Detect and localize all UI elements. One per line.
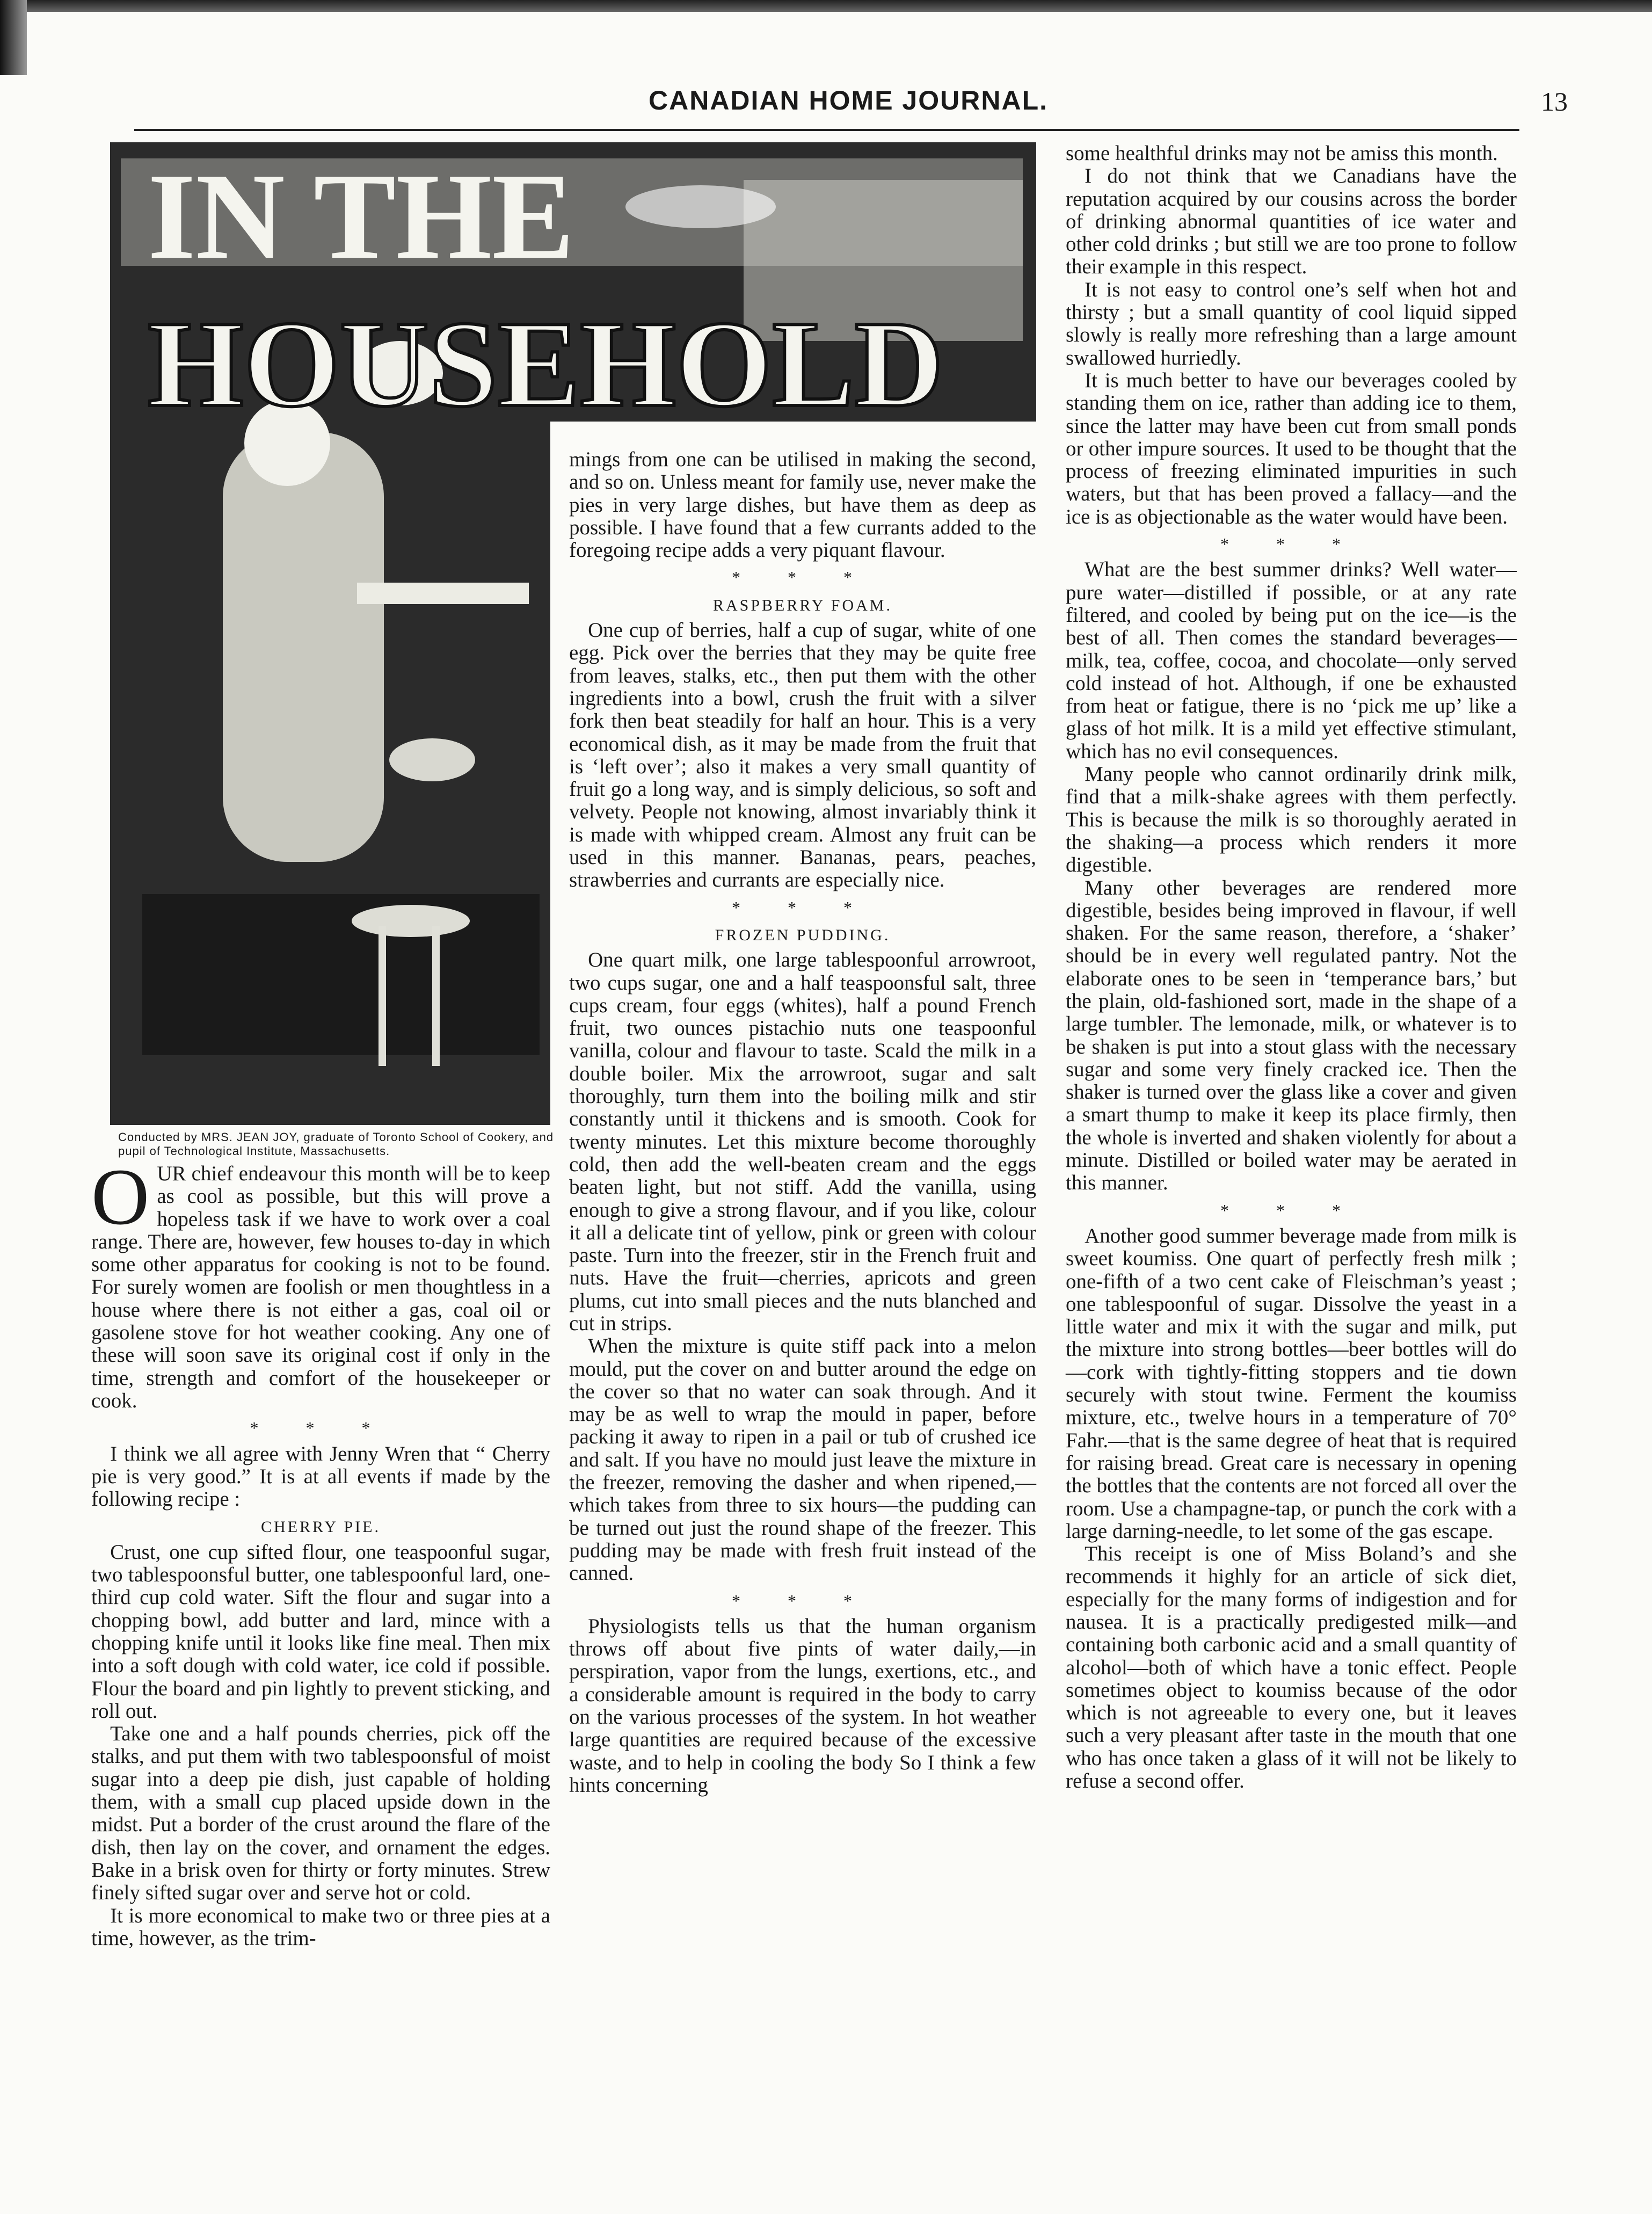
scan-top-edge <box>0 0 1652 12</box>
paragraph: Take one and a half pounds cherries, pick off the stalks, and put them with two tablespoonsful of moist sugar into a deep pie dish, just capable of holding them, with a small cup placed upside down in the midst. Put a border of the crust around the flare of the dish, then lay on the cover, and ornament the edges. Bake in a brisk oven for thirty or forty minutes. Strew finely sifted sugar over and serve hot or cold. <box>91 1722 550 1905</box>
paragraph: some healthful drinks may not be amiss this month. <box>1066 142 1498 165</box>
section-divider: * * * <box>732 1591 874 1610</box>
section-divider: * * * <box>250 1418 392 1438</box>
paragraph: Crust, one cup sifted flour, one teaspoonful sugar, two tablespoonsful butter, one tablespoonful lard, one-third cup cold water. Sift the flour and sugar into a chopping bowl, add butter and lard, mince with a chopping knife until it looks like fine meal. Then mix into a soft dough with cold water, ice cold if possible. Flour the board and pin lightly to prevent sticking, and roll out. <box>91 1540 550 1723</box>
paragraph: One cup of berries, half a cup of sugar, white of one egg. Pick over the berries that they may be quite free from leaves, stalks, etc., then put them with the other ingredients into a bowl, crush the fruit with a silver fork then beat steadily for half an hour. This is a very economical dish, as it may be made from the fruit that is ‘left over’; also it makes a very small quantity of fruit go a long way, and is simply delicious, so soft and velvety. People not knowing, almost invariably think it is made with whipped cream. Almost any fruit can be used in this manner. Bananas, pears, peaches, strawberries and currants are especially nice. <box>569 619 1036 892</box>
paragraph: One quart milk, one large tablespoonful arrowroot, two cups sugar, one and a half teaspoonsful salt, three cups cream, four eggs (whites), half a pound French fruit, two ounces pistachio nuts one teaspoonful vanilla, colour and flavour to taste. Scald the milk in a double boiler. Mix the arrowroot, sugar and salt thoroughly, turn them into the boiling milk and stir constantly until it thickens and is smooth. Cook for twenty minutes. Let this mixture become thoroughly cold, then add the well-beaten cream and the eggs beaten light, but not stiff. Add the vanilla, using enough to give a strong flavour, and if you like, colour it all a delicate tint of yellow, pink or green with colour paste. Turn into the freezer, stir in the French fruit and nuts. Have the fruit—cherries, apricots and green plums, cut into small pieces and the nuts blanched and cut in strips. <box>569 948 1036 1335</box>
illustration-title-line2: HOUSEHOLD <box>148 295 944 432</box>
paragraph: What are the best summer drinks? Well water—pure water—distilled if possible, or at any rate filtered, and cooled by being put on the ice—is the best of all. Then comes the standard beverages—milk, tea, coffee, cocoa, and chocolate—only served cold instead of hot. Although, if one be exhausted from heat or fatigue, there is no ‘pick me up’ like a glass of hot milk. It is a mild yet effective stimulant, which has no evil consequences. <box>1066 558 1517 763</box>
section-divider: * * * <box>732 568 874 587</box>
recipe-heading-cherry-pie: CHERRY PIE. <box>261 1518 381 1536</box>
paragraph: Many other beverages are rendered more digestible, besides being improved in flavour, if well shaken. For the same reason, therefore, a ‘shaker’ should be in every well regulated pantry. Not the elaborate ones to be seen in ‘temperance bars,’ but the plain, old-fashioned sort, made in the shape of a large tumbler. The lemonade, milk, or whatever is to be shaken is put into a stout glass with the necessary sugar and some very finely cracked ice. Then the shaker is turned over the glass like a cover and given a smart thump to make it keep its place firmly, then the whole is inverted and shaken violently for about a minute. Distilled or boiled water may be aerated in this manner. <box>1066 876 1517 1195</box>
drop-cap: O <box>91 1152 150 1242</box>
journal-title: CANADIAN HOME JOURNAL. <box>649 85 1048 115</box>
middle-column <box>569 448 1036 1797</box>
left-column <box>91 1152 550 1950</box>
intro-text: UR chief endeavour this month will be to keep as cool as possible, but this will prove a hopeless task if we have to work over a coal range. There are, however, few houses to-day in which some other apparatus for cooking is not to be found. For surely women are foolish or men thoughtless in a house where there is not either a gas, coal oil or gasolene stove for hot weather cooking. Any one of these will soon save its original cost if only in the time, strength and comfort of the housekeeper or cook. <box>91 1162 550 1412</box>
paragraph: This receipt is one of Miss Boland’s and she recommends it highly for an article of sick diet, especially for the many forms of indigestion and for nausea. It is a practically predigested milk—and containing both carbonic acid and a small quantity of alcohol—both of which have a tonic effect. People sometimes object to koumiss because of the odor which is not agreeable to every one, but it leaves such a very pleasant after taste in the mouth that one who has once taken a glass of it will not be likely to refuse a second offer. <box>1066 1542 1517 1793</box>
page-number: 13 <box>1541 86 1568 117</box>
intro-paragraph <box>91 1152 550 1412</box>
header-rule <box>134 129 1519 131</box>
paragraph: It is more economical to make two or three pies at a time, however, as the trim- <box>91 1904 550 1950</box>
section-divider: * * * <box>732 897 874 917</box>
right-column <box>1066 142 1517 1792</box>
illustration-caption: Conducted by MRS. JEAN JOY, graduate of Toronto School of Cookery, and pupil of Technological Institute, Massachusetts. <box>118 1130 554 1158</box>
paragraph: Physiologists tells us that the human organism throws off about five pints of water daily,—in perspiration, vapor from the lungs, exertions, etc., and a considerable amount is required in the body to carry on the various processes of the system. In hot weather large quantities are required because of the excessive waste, and to help in cooling the body So I think a few hints concerning <box>569 1614 1036 1797</box>
illustration-title-line1: IN THE <box>148 148 574 285</box>
paragraph: Many people who cannot ordinarily drink milk, find that a milk-shake agrees with them perfectly. This is because the milk is so thoroughly aerated in the shaking—a process which renders it more digestible. <box>1066 763 1517 877</box>
paragraph: When the mixture is quite stiff pack into a melon mould, put the cover on and butter around the edge on the cover so that no water can soak through. And it may be as well to wrap the mould in paper, before packing it away to ripen in a pail or tub of crushed ice and salt. If you have no mould just leave the mixture in the freezer, removing the dasher and when ripened,—which takes from three to six hours—the pudding can be turned out just the round shape of the freezer. This pudding may be made with fresh fruit instead of the canned. <box>569 1334 1036 1585</box>
recipe-heading-frozen-pudding: FROZEN PUDDING. <box>715 926 891 944</box>
paragraph: I do not think that we Canadians have the reputation acquired by our cousins across the border of drinking abnormal quantities of ice water and other cold drinks ; but still we are too prone to follow their example in this respect. <box>1066 164 1517 279</box>
recipe-heading-raspberry-foam: RASPBERRY FOAM. <box>713 596 892 614</box>
paragraph: It is much better to have our beverages cooled by standing them on ice, rather than adding ice to them, since the latter may have been cut from small ponds or other impure sources. It used to be thought that the process of freezing eliminated impurities in such waters, but that has been proved a fallacy—and the ice is as objectionable as the water would have been. <box>1066 368 1517 528</box>
paragraph: It is not easy to control one’s self when hot and thirsty ; but a small quantity of cool liquid sipped slowly is really more refreshing than a large amount swallowed hurriedly. <box>1066 278 1517 369</box>
section-divider: * * * <box>1220 1200 1362 1220</box>
paragraph: Another good summer beverage made from milk is sweet koumiss. One quart of perfectly fresh milk ; one-fifth of a two cent cake of Fleischman’s yeast ; one tablespoonful of sugar. Dissolve the yeast in a little water and mix it with the sugar and milk, put the mixture into strong bottles—beer bottles will do—cork with tightly-fitting stoppers and tie down securely with stout twine. Ferment the koumiss mixture, etc., twelve hours in a temperature of 70° Fahr.—that is the same degree of heat that is required for raising bread. Great care is necessary in opening the bottles that the contents are not forced all over the room. Use a champagne-tap, or punch the cork with a large darning-needle, to let some of the gas escape. <box>1066 1224 1517 1543</box>
paragraph: I think we all agree with Jenny Wren that “ Cherry pie is very good.” It is at all events if made by the following recipe : <box>91 1442 550 1511</box>
scan-corner-mark <box>0 0 27 75</box>
section-divider: * * * <box>1220 534 1362 554</box>
paragraph: mings from one can be utilised in making the second, and so on. Unless meant for family use, never make the pies in very large dishes, but have them as deep as possible. I have found that a few currants added to the foregoing recipe adds a very piquant flavour. <box>569 448 1036 562</box>
